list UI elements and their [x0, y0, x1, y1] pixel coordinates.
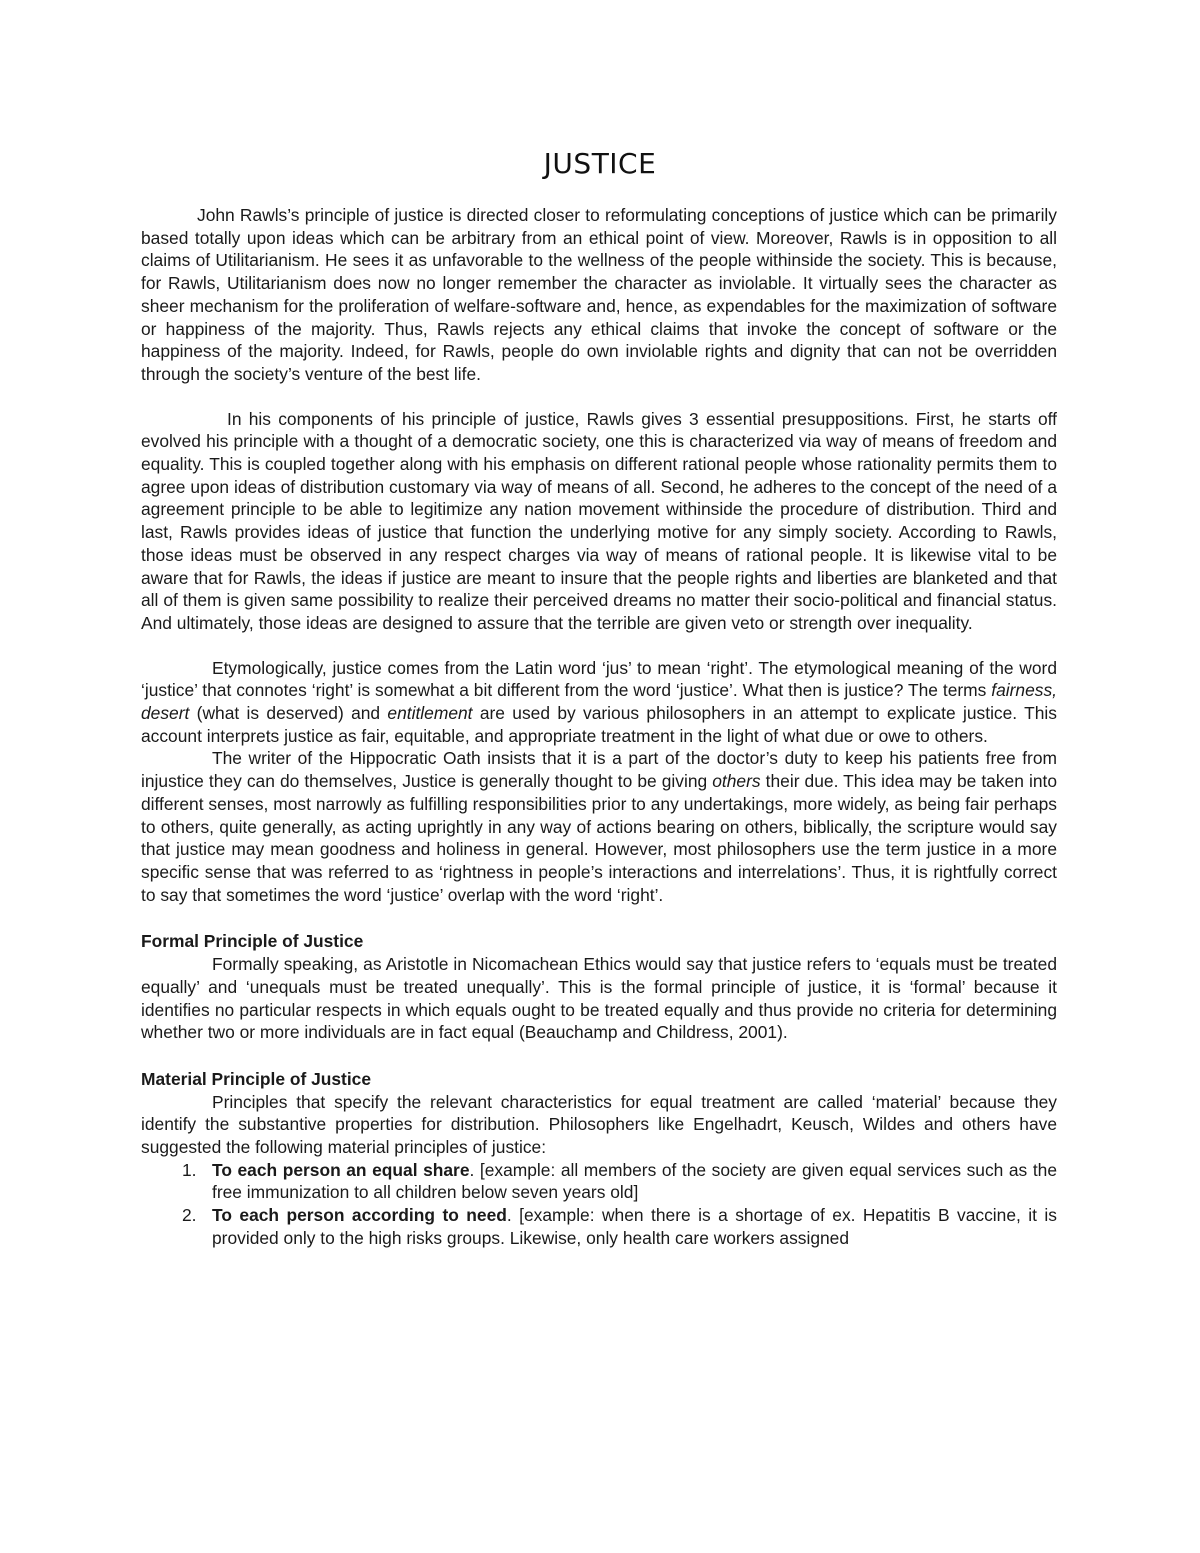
list-item-number: 1.	[182, 1159, 197, 1180]
paragraph-hippocratic	[141, 747, 1057, 906]
paragraph-rawls-intro: John Rawls’s principle of justice is directed closer to reformulating conceptions of justice which can be primarily based totally upon ideas which can be arbitrary from an ethical point of view. Moreover, Rawls is in opposition to all claims of Utilitarianism. He sees it as unfavorable to the wellness of the people withinside the society. This is because, for Rawls, Utilitarianism does now no longer remember the character as inviolable. It virtually sees the character as sheer mechanism for the proliferation of welfare-software and, hence, as expendables for the maximization of software or happiness of the majority. Thus, Rawls rejects any ethical claims that invoke the concept of software or the happiness of the majority. Indeed, for Rawls, people do own inviolable rights and dignity that can not be overridden through the society’s venture of the best life.	[141, 205, 1057, 384]
hippocratic-italic-others: others	[712, 771, 761, 792]
material-principles-list	[141, 1159, 1057, 1250]
page-title: JUSTICE	[543, 147, 657, 180]
heading-formal-principle: Formal Principle of Justice	[141, 931, 364, 952]
paragraph-rawls-presuppositions: In his components of his principle of justice, Rawls gives 3 essential presuppositions. First, he starts off evolved his principle with a thought of a democratic society, one this is characterized via way of means of freedom and equality. This is coupled together along with his emphasis on different rational people whose rationality permits them to agree upon ideas of distribution customary via way of means of all. Second, he adheres to the concept of the need of a agreement principle to be able to legitimize any nation movement withinside the procedure of distribution. Third and last, Rawls provides ideas of justice that function the underlying motive for any simply society. According to Rawls, those ideas must be observed in any respect charges via way of means of rational people. It is likewise vital to be aware that for Rawls, the ideas if justice are meant to insure that the people rights and liberties are blanketed and that all of them is given same possibility to realize their perceived dreams no matter their socio-political and financial status. And ultimately, those ideas are designed to assure that the terrible are given veto or strength over inequality.	[141, 408, 1057, 633]
paragraph-etymology	[141, 657, 1057, 748]
list-item-text: . [example: all members of the society are given equal services such as the free immunization to all children below seven years old]	[212, 1159, 1057, 1203]
list-item-text: . [example: when there is a shortage of ex. Hepatitis B vaccine, it is provided only to the high risks groups. Likewise, only health care workers assigned	[212, 1205, 1057, 1248]
paragraph-material-principle: Principles that specify the relevant characteristics for equal treatment are called ‘material’ because they identify the substantive properties for distribution. Philosophers like Engelhadrt, Keusch, Wildes and others have suggested the following material principles of justice:	[141, 1091, 1057, 1158]
paragraph-formal-principle: Formally speaking, as Aristotle in Nicomachean Ethics would say that justice refers to ‘equals must be treated equally’ and ‘unequals must be treated unequally’. This is the formal principle of justice, it is ‘formal’ because it identifies no particular respects in which equals ought to be treated equally and thus provide no criteria for determining whether two or more individuals are in fact equal (Beauchamp and Childress, 2001).	[141, 954, 1057, 1043]
list-item	[141, 1159, 1057, 1204]
list-item-bold: To each person according to need	[212, 1205, 507, 1226]
etymology-italic-entitlement: entitlement	[387, 703, 473, 724]
etymology-text-c: are used by various philosophers in an attempt to explicate justice. This account interprets justice as fair, equitable, and appropriate treatment in the light of what due or owe to others.	[141, 703, 1057, 746]
list-item	[141, 1204, 1057, 1249]
etymology-text-a: Etymologically, justice comes from the Latin word ‘jus’ to mean ‘right’. The etymological meaning of the word ‘justice’ that connotes ‘right’ is somewhat a bit different from the word ‘justice’. What then is justice? The terms	[141, 657, 1057, 701]
etymology-italic-fairness: fairness, desert	[141, 680, 1057, 724]
hippocratic-text-a: The writer of the Hippocratic Oath insists that it is a part of the doctor’s duty to keep his patients free from injustice they can do themselves, Justice is generally thought to be giving	[141, 748, 1057, 792]
list-item-bold: To each person an equal share	[212, 1159, 470, 1180]
document-body	[141, 204, 1057, 1250]
list-item-number: 2.	[182, 1205, 197, 1226]
hippocratic-text-b: their due. This idea may be taken into different senses, most narrowly as fulfilling responsibilities prior to any undertakings, more widely, as being fair perhaps to others, quite generally, as acting uprightly in any way of actions bearing on others, biblically, the scripture would say that justice may mean goodness and holiness in general. However, most philosophers use the term justice in a more specific sense that was referred to as ‘rightness in people’s interactions and interrelations’. Thus, it is rightfully correct to say that sometimes the word ‘justice’ overlap with the word ‘right’.	[141, 771, 1058, 905]
etymology-text-b: (what is deserved) and	[189, 703, 388, 724]
heading-material-principle: Material Principle of Justice	[141, 1068, 372, 1089]
